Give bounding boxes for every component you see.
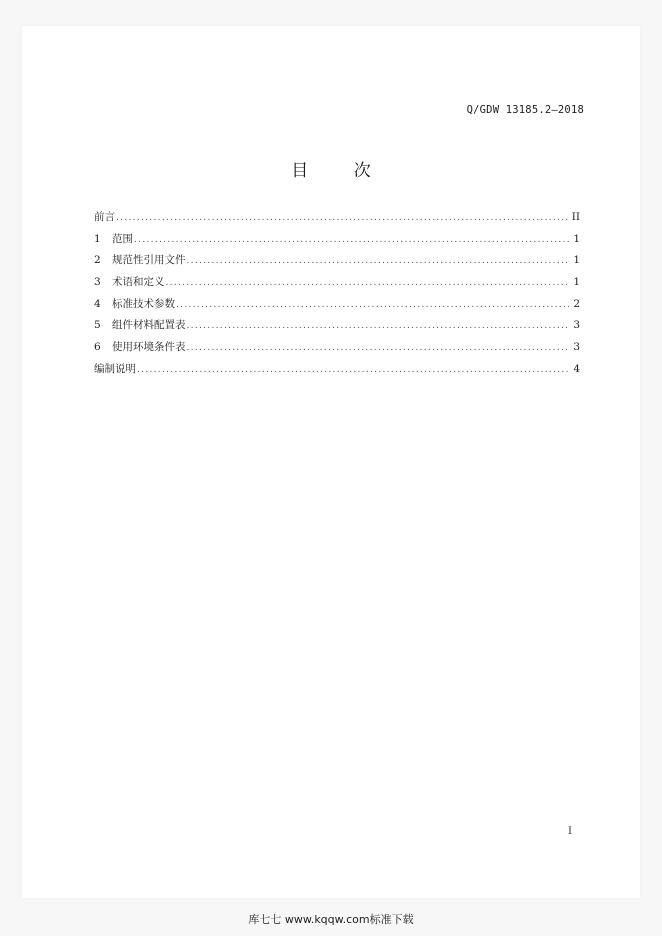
toc-entry-scope[interactable] xyxy=(94,229,580,251)
toc-entry-page: 1 xyxy=(573,232,580,245)
toc-entry-normative-references[interactable] xyxy=(94,250,580,272)
toc-entry-label: 前言 xyxy=(94,211,115,223)
toc-entry-number: 6 xyxy=(94,341,101,354)
toc-entry-environment-conditions[interactable] xyxy=(94,337,580,359)
toc-entry-page: 1 xyxy=(573,254,580,267)
download-watermark: 库七七 www.kqqw.com标准下载 xyxy=(248,913,414,926)
toc-leader-dots xyxy=(176,295,569,317)
toc-entry-label: 编制说明 xyxy=(94,362,136,375)
standard-code: Q/GDW 13185.2—2018 xyxy=(466,104,584,116)
toc-entry-compilation-notes[interactable] xyxy=(94,359,580,381)
toc-entry-label: 组件材料配置表 xyxy=(112,319,186,332)
toc-leader-dots xyxy=(187,316,570,338)
toc-entry-label: 规范性引用文件 xyxy=(112,254,186,267)
toc-entry-number: 5 xyxy=(94,319,101,332)
toc-entry-label: 术语和定义 xyxy=(112,276,165,289)
page-number: I xyxy=(568,826,572,837)
toc-entry-label: 范围 xyxy=(112,232,133,245)
toc-leader-dots xyxy=(166,273,570,295)
toc-entry-technical-parameters[interactable] xyxy=(94,294,580,316)
toc-entry-terms-definitions[interactable] xyxy=(94,272,580,294)
toc-entry-component-materials[interactable] xyxy=(94,315,580,337)
toc-entry-page: 3 xyxy=(573,341,580,354)
toc-entry-number: 3 xyxy=(94,276,101,289)
toc-leader-dots xyxy=(137,360,569,382)
toc-entry-page: 4 xyxy=(573,362,580,375)
toc-entry-foreword[interactable] xyxy=(94,207,580,229)
toc-leader-dots xyxy=(187,251,570,273)
toc-entry-page: II xyxy=(571,211,580,223)
toc-entry-label: 标准技术参数 xyxy=(112,297,175,310)
toc-entry-page: 1 xyxy=(573,276,580,289)
toc-leader-dots xyxy=(187,338,570,360)
toc-entry-number: 2 xyxy=(94,254,101,267)
toc-entry-page: 2 xyxy=(573,297,580,310)
toc-entry-number: 1 xyxy=(94,232,101,245)
toc-title: 目 次 xyxy=(291,161,391,181)
toc-leader-dots xyxy=(134,230,569,252)
toc-leader-dots xyxy=(116,208,569,230)
toc-entry-label: 使用环境条件表 xyxy=(112,341,186,354)
toc-entry-page: 3 xyxy=(573,319,580,332)
table-of-contents xyxy=(94,207,580,381)
toc-entry-number: 4 xyxy=(94,297,101,310)
